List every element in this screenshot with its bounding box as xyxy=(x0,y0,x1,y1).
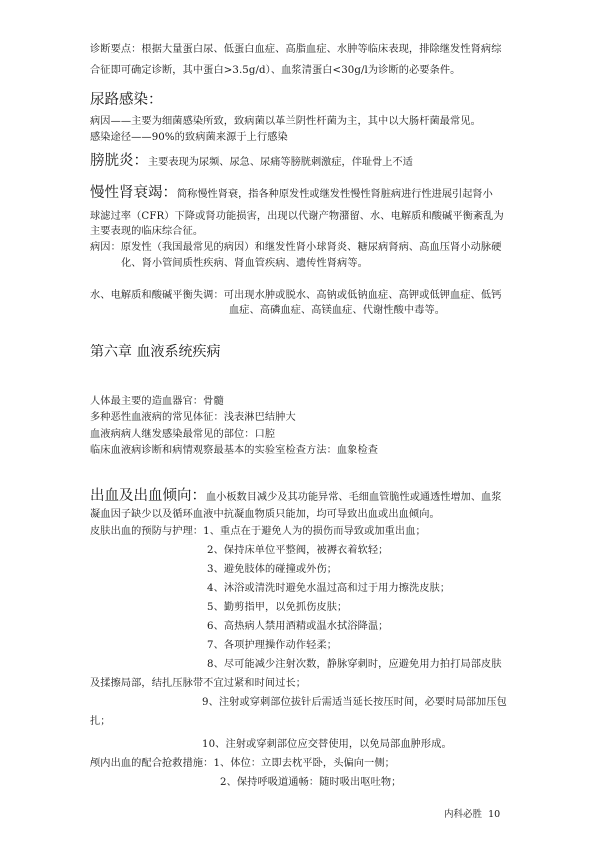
intracranial-item-2: 2、保持呼吸道通畅：随时吸出呕吐物； xyxy=(220,777,402,788)
crf-section xyxy=(90,182,493,205)
cystitis-section xyxy=(90,150,413,173)
diagnosis-line-2: 合征即可确定诊断，其中蛋白>3.5g/d）、血浆清蛋白<30g/l为诊断的必要条件。 xyxy=(90,65,461,76)
crf-cause-2: 化、肾小管间质性疾病、肾血管疾病、遗传性肾病等。 xyxy=(121,258,368,269)
fact-4: 临床血液病诊断和病情观察最基本的实验室检查方法：血象检查 xyxy=(90,445,379,456)
skin-care-item-10: 10、注射或穿刺部位应交替使用，以免局部血肿形成。 xyxy=(202,739,452,750)
page-number: 10 xyxy=(488,809,501,820)
skin-care-item-7: 7、各项护理操作动作轻柔； xyxy=(207,640,338,651)
cystitis-heading: 膀胱炎： xyxy=(90,153,148,169)
skin-care-item-6: 6、高热病人禁用酒精或温水拭浴降温； xyxy=(207,621,389,632)
electrolyte-line-1: 水、电解质和酸碱平衡失调：可出现水肿或脱水、高钠或低钠血症、高钾或低钾血症、低钙 xyxy=(90,290,502,301)
intracranial-item-1: 1、体位：立即去枕平卧，头偏向一侧； xyxy=(213,758,395,769)
crf-cause-1: 病因：原发性（我国最常见的病因）和继发性肾小球肾炎、糖尿病肾病、高血压肾小动脉硬 xyxy=(90,242,502,253)
skin-care-label: 皮肤出血的预防与护理： xyxy=(90,526,204,537)
uti-heading-text: 尿路感染： xyxy=(90,92,163,108)
crf-line-3: 主要表现的临床综合征。 xyxy=(90,226,204,237)
skin-care-item-9b: 扎； xyxy=(90,716,111,727)
crf-line-1: 简称慢性肾衰，指各种原发性或继发性慢性肾脏病进行性进展引起肾小 xyxy=(177,189,493,200)
fact-2: 多种恶性血液病的常见体征：浅表淋巴结肿大 xyxy=(90,412,296,423)
cystitis-text: 主要表现为尿频、尿急、尿痛等膀胱刺激症，伴耻骨上不适 xyxy=(148,157,413,168)
skin-bleeding-care xyxy=(90,525,426,539)
skin-care-item-5: 5、勤剪指甲，以免抓伤皮肤； xyxy=(207,602,348,613)
page-footer xyxy=(444,809,500,821)
skin-care-item-1: 1、重点在于避免人为的损伤而导致或加重出血； xyxy=(203,526,426,537)
intracranial-label: 颅内出血的配合抢救措施： xyxy=(90,758,214,769)
skin-care-item-9a: 9、注射或穿刺部位拔针后需适当延长按压时间，必要时局部加压包 xyxy=(202,697,507,708)
bleeding-line-1: 血小板数目减少及其功能异常、毛细血管脆性或通透性增加、血浆 xyxy=(206,492,502,503)
bleeding-section xyxy=(90,485,501,508)
skin-care-item-2: 2、保持床单位平整阀，被褥衣着软轻； xyxy=(207,545,389,556)
uti-heading xyxy=(90,89,163,110)
intracranial-care xyxy=(90,757,395,771)
bleeding-heading: 出血及出血倾向： xyxy=(90,488,206,504)
fact-1: 人体最主要的造血器官：骨髓 xyxy=(90,396,224,407)
diagnosis-line-1: 诊断要点：根据大量蛋白尿、低蛋白血症、高脂血症、水肿等临床表现，排除继发性肾病综 xyxy=(90,44,502,55)
bleeding-line-2: 凝血因子缺少以及循环血液中抗凝血物质只能加，均可导致出血或出血倾向。 xyxy=(90,509,440,520)
skin-care-item-3: 3、避免肢体的碰撞或外伤； xyxy=(207,564,338,575)
uti-route: 感染途径——90%的致病菌来源于上行感染 xyxy=(90,132,288,143)
skin-care-item-8a: 8、尽可能减少注射次数，静脉穿刺时，应避免用力拍打局部皮肤 xyxy=(207,659,502,670)
fact-3: 血液病病人继发感染最常见的部位：口腔 xyxy=(90,429,276,440)
crf-line-2: 球滤过率（CFR）下降或肾功能损害，出现以代谢产物潴留、水、电解质和酸碱平衡紊乱为 xyxy=(90,211,504,222)
skin-care-item-4: 4、沐浴或清洗时避免水温过高和过于用力擦洗皮肤； xyxy=(207,583,451,594)
chapter-title: 第六章 血液系统疾病 xyxy=(90,344,221,360)
footer-book-title: 内科必胜 xyxy=(444,809,483,820)
electrolyte-line-2: 血症、高磷血症、高镁血症、代谢性酸中毒等。 xyxy=(229,305,446,316)
skin-care-item-8b: 及揉擦局部，结扎压脉带不宜过紧和时间过长； xyxy=(90,678,307,689)
uti-cause: 病因——主要为细菌感染所致，致病菌以革兰阴性杆菌为主，其中以大肠杆菌最常见。 xyxy=(90,116,481,127)
crf-heading: 慢性肾衰竭： xyxy=(90,185,177,201)
